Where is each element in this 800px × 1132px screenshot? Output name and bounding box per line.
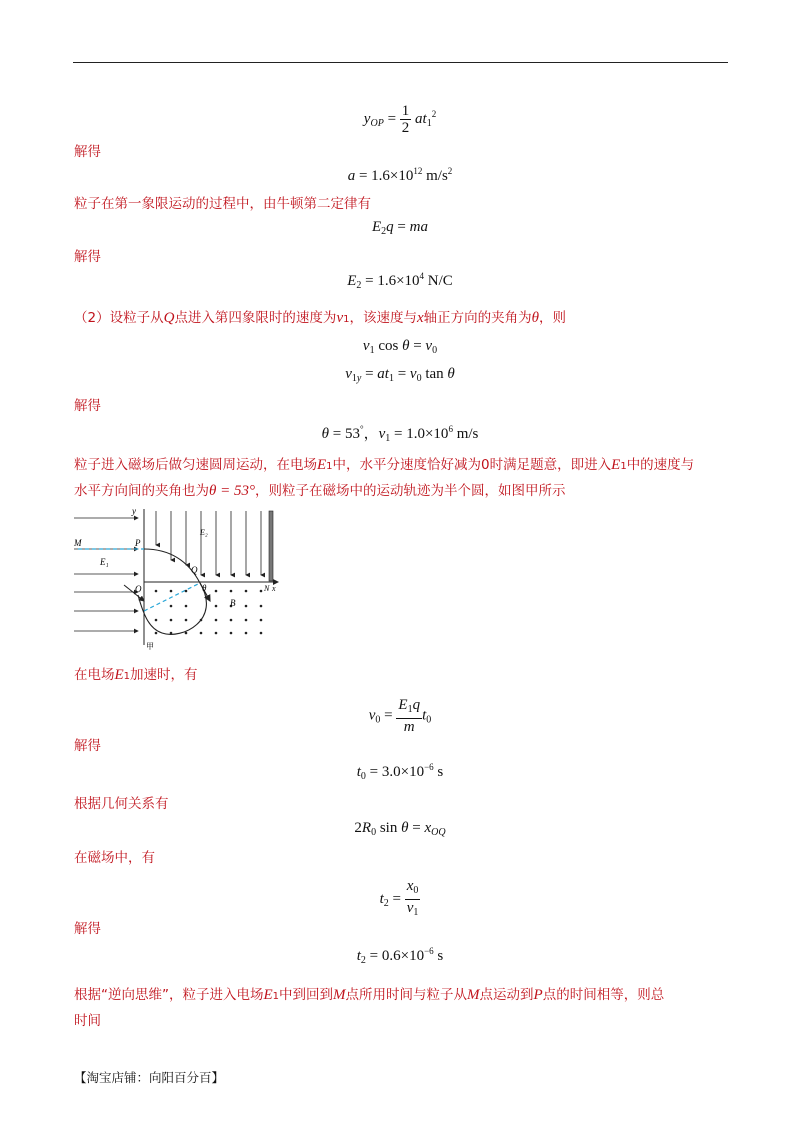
label-p: P — [135, 538, 141, 548]
footer-shop: 【淘宝店铺：向阳百分百】 — [74, 1070, 225, 1085]
equation-t0: $t_0 = 3.0\times 10^{-6}$ s — [356, 762, 444, 782]
label-n: N — [264, 584, 270, 593]
field-lines-e2 — [156, 511, 261, 575]
text-jiede-1: 解得 — [74, 144, 101, 160]
text-e1-acceleration: 在电场E1加速时，有 — [74, 667, 198, 683]
text-jiede-4: 解得 — [74, 738, 101, 754]
text-newton-law: 粒子在第一象限运动的过程中，由牛顿第二定律有 — [74, 196, 371, 212]
text-reverse-thinking: 根据“逆向思维”，粒子进入电场E1中到回到M点所用时间与粒子从M点运动到P点的时间相等，则总 时间 — [74, 987, 665, 1029]
text-magnetic-paragraph: 粒子进入磁场后做匀速圆周运动，在电场E1中，水平分速度恰好减为0时满足题意，即进入E1中的速度与 水平方向间的夹角也为θ = 53°，则粒子在磁场中的运动轨迹为半个圆，如图甲所示 — [74, 457, 695, 499]
label-theta: θ — [202, 583, 207, 593]
text-part2-intro: （2）设粒子从Q点进入第四象限时的速度为v1，该速度与x轴正方向的夹角为θ，则 — [74, 310, 567, 326]
equation-e2-value: $E_2 = 1.6\times 10^4$ N/C — [347, 271, 453, 291]
equation-theta-v1: θ = 53°，$v_1 = 1.0\times 10^6$ m/s — [321, 424, 479, 444]
text-jiede-5: 解得 — [74, 921, 101, 937]
equation-e2q: $E_2q$ = ma — [372, 219, 428, 237]
label-q: Q — [191, 565, 198, 575]
label-e1: E₁ — [100, 557, 109, 567]
equation-y-op: $y_{OP}$ = $\frac{1}{2}$ $at_1^2$ — [363, 103, 437, 136]
text-jiede-3: 解得 — [74, 398, 101, 414]
figure-caption: 甲 — [146, 642, 154, 651]
figure-jia — [72, 505, 292, 651]
magnetic-field-dots — [155, 590, 263, 635]
equation-v1-cos: $v_1$ $\cos \theta = v_0$ — [362, 338, 438, 356]
screen-n — [269, 511, 273, 581]
equation-2r0: $2R_0$ $\sin \theta = x_{OQ}$ — [354, 820, 446, 838]
label-e2: E₂ — [200, 528, 208, 537]
label-x: x — [272, 584, 276, 593]
text-in-magnetic-field: 在磁场中，有 — [74, 850, 155, 866]
equation-t2-ratio: $t_2$ = $\frac{x_0}{v_1}$ — [379, 878, 419, 918]
equation-v0: $v_0$ = $\frac{E_1q}{m}$ $t_0$ — [368, 697, 432, 735]
text-jiede-2: 解得 — [74, 249, 101, 265]
field-lines-e1 — [74, 518, 138, 631]
header-rule — [73, 62, 728, 63]
equation-v1y: $v_{1y} = at_1 = v_0$ tan θ — [345, 366, 455, 384]
label-b: B — [230, 598, 236, 608]
equation-t2-value: $t_2 = 0.6\times 10^{-6}$ s — [356, 946, 444, 966]
label-y: y — [132, 506, 136, 516]
text-geometry: 根据几何关系有 — [74, 796, 169, 812]
equation-acceleration: $a = 1.6\times 10^{12}$ $m/s^2$ — [347, 166, 453, 184]
label-o: O — [135, 584, 142, 594]
label-m: M — [74, 538, 82, 548]
